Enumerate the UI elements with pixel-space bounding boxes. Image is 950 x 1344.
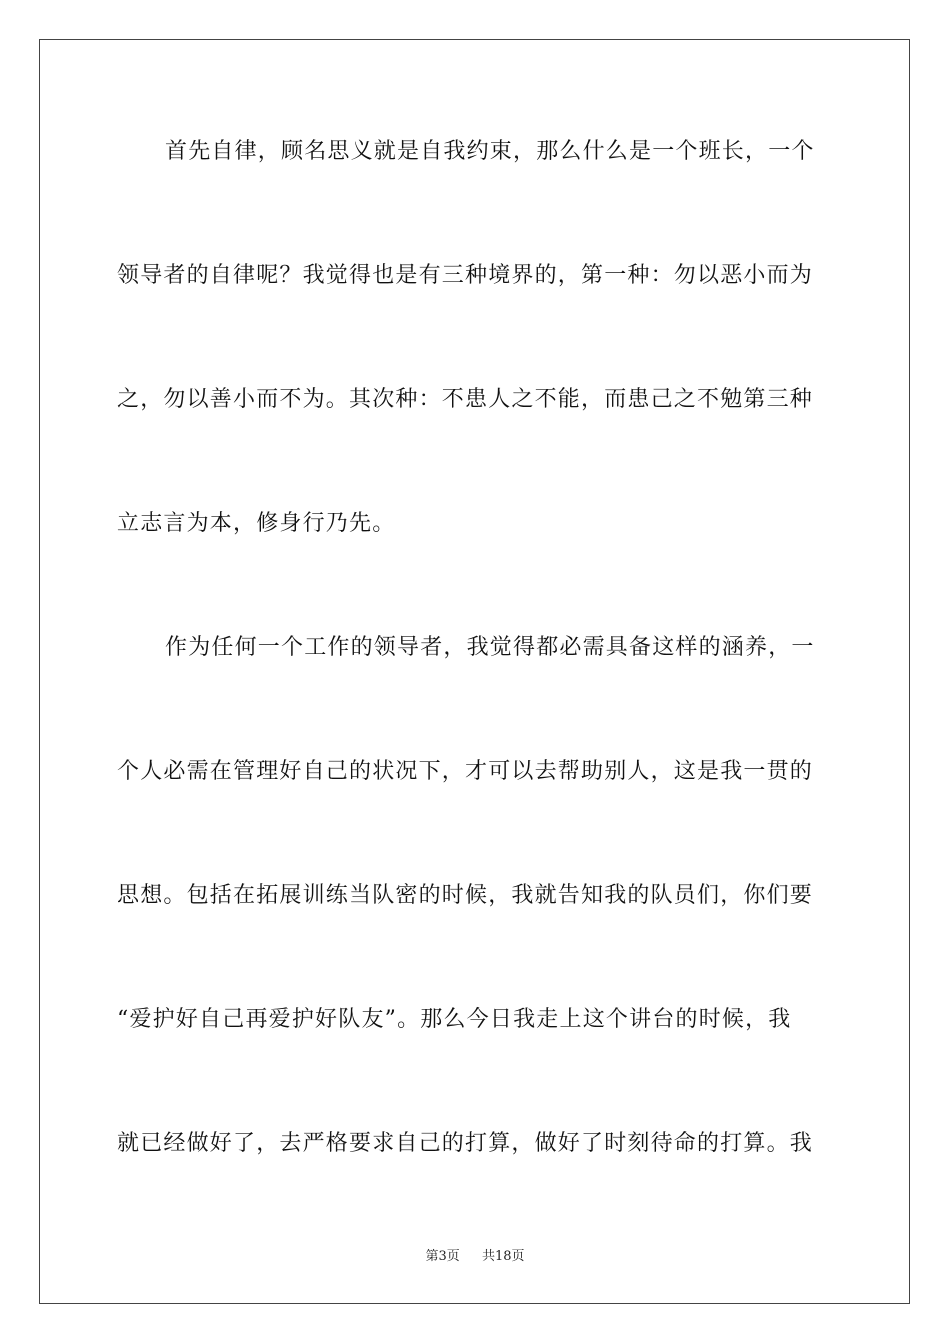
page-number: 第3页 <box>425 1249 460 1264</box>
paragraph-2-line-3: 思想。包括在拓展训练当队密的时候，我就告知我的队员们，你们要 <box>117 883 814 908</box>
page-footer <box>0 1248 950 1266</box>
page-total: 共18页 <box>482 1249 525 1264</box>
paragraph-2-line-2: 个人必需在管理好自己的状况下，才可以去帮助别人，这是我一贯的 <box>117 759 814 784</box>
paragraph-1-line-4: 立志言为本，修身行乃先。 <box>117 511 396 536</box>
paragraph-1-line-2: 领导者的自律呢？我觉得也是有三种境界的，第一种：勿以恶小而为 <box>117 263 814 288</box>
paragraph-1-line-3: 之，勿以善小而不为。其次种：不患人之不能，而患己之不勉第三种 <box>117 387 814 412</box>
paragraph-2-line-1: 作为任何一个工作的领导者，我觉得都必需具备这样的涵养，一 <box>165 635 815 660</box>
paragraph-2-line-5: 就已经做好了，去严格要求自己的打算，做好了时刻待命的打算。我 <box>117 1131 814 1156</box>
paragraph-2-line-4: “爱护好自己再爱护好队友”。那么今日我走上这个讲台的时候，我 <box>117 1007 792 1032</box>
paragraph-1-line-1: 首先自律，顾名思义就是自我约束，那么什么是一个班长，一个 <box>165 139 815 164</box>
page-border <box>39 39 910 1304</box>
